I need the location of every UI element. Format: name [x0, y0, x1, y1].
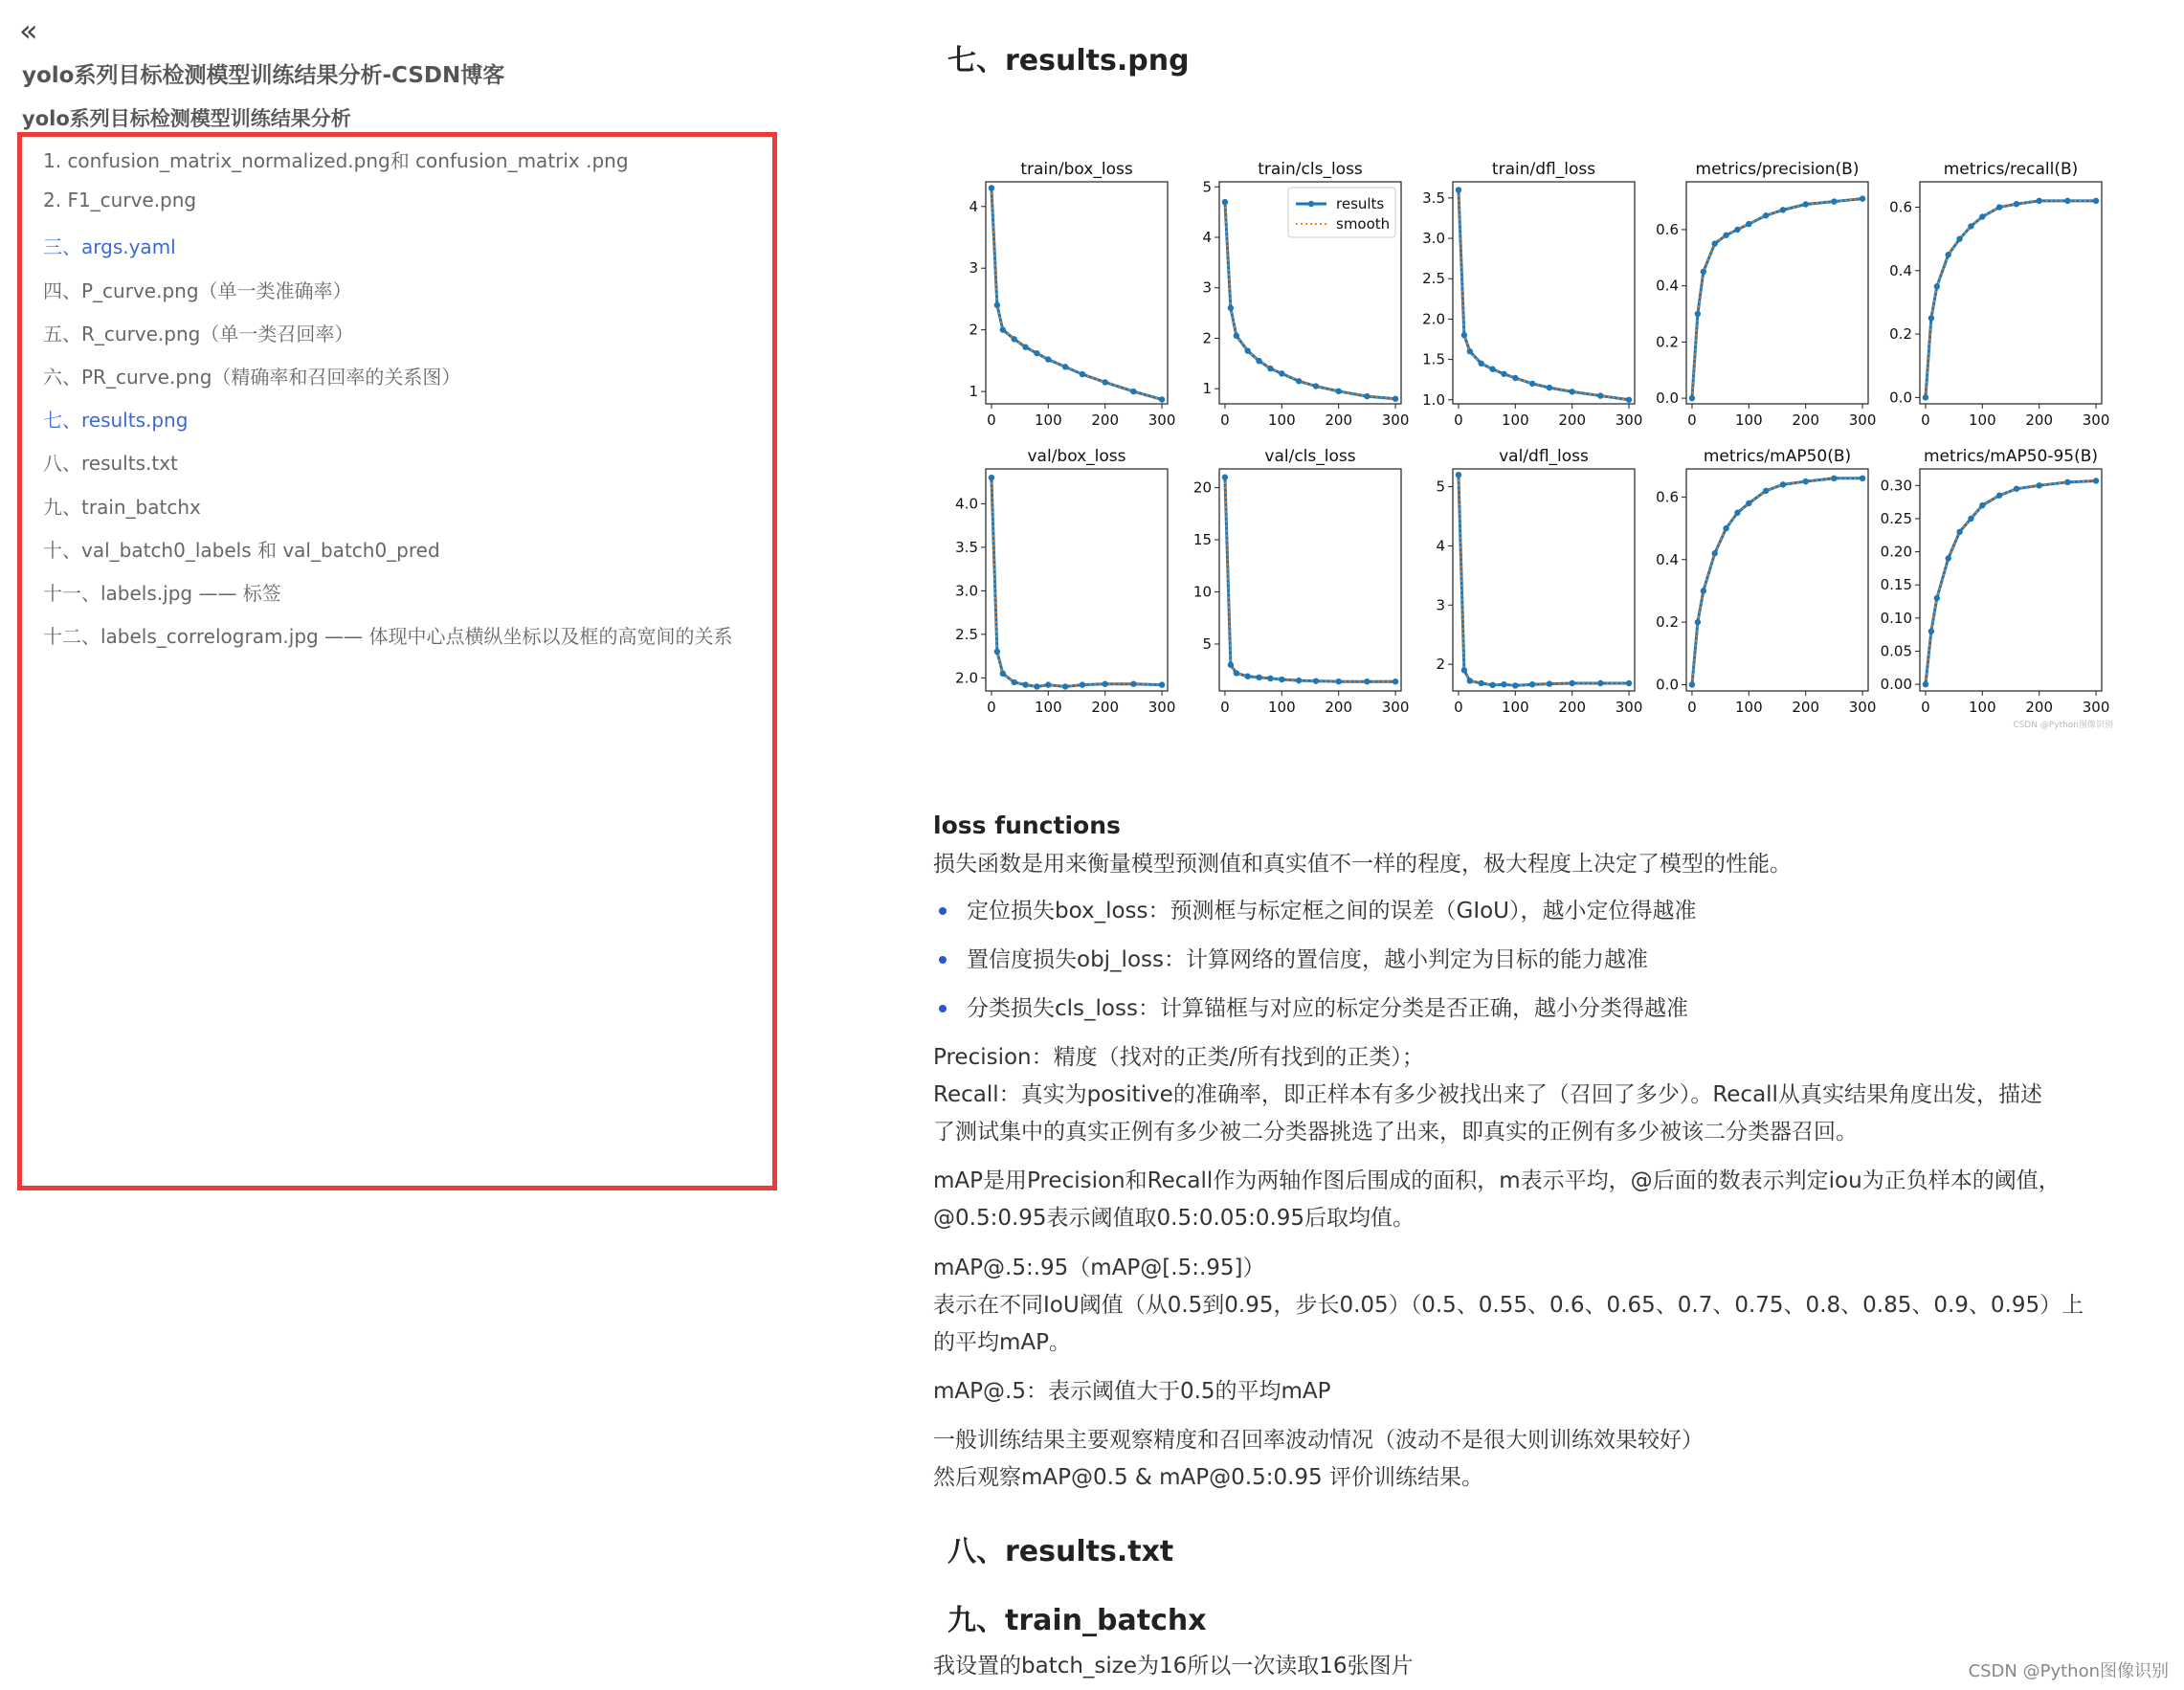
y-tick-label: 4: [1202, 229, 1212, 246]
batch-size-text: 我设置的batch_size为16所以一次读取16张图片: [933, 1654, 1414, 1679]
data-point: [1780, 481, 1786, 487]
loss-intro-text: 损失函数是用来衡量模型预测值和真实值不一样的程度，极大程度上决定了模型的性能。: [933, 852, 1792, 877]
y-tick-label: 2: [969, 321, 978, 339]
chart-frame: [1920, 469, 2102, 691]
chart-frame: [1920, 182, 2102, 404]
data-point: [994, 302, 1000, 308]
data-point: [1364, 678, 1370, 684]
x-tick-label: 0: [1220, 699, 1230, 716]
results-line: [1926, 480, 2096, 684]
x-tick-label: 100: [1968, 411, 1996, 429]
data-point: [1734, 227, 1740, 233]
y-tick-label: 15: [1192, 531, 1212, 549]
toc-item[interactable]: 十一、labels.jpg —— 标签: [43, 581, 281, 605]
data-point: [1045, 681, 1051, 687]
y-tick-label: 5: [1202, 634, 1212, 653]
data-point: [1335, 389, 1341, 394]
y-tick-label: 5: [1202, 178, 1212, 196]
chart-frame: [1453, 469, 1635, 691]
data-point: [1034, 683, 1039, 689]
x-tick-label: 300: [1848, 699, 1877, 716]
data-point: [1296, 678, 1302, 683]
data-point: [1034, 350, 1039, 356]
y-tick-label: 0.0: [1656, 389, 1679, 408]
y-tick-label: 0.15: [1880, 576, 1912, 594]
watermark: CSDN @Python图像识别: [1968, 1661, 2169, 1681]
data-point: [1512, 375, 1518, 381]
x-tick-label: 0: [1921, 411, 1930, 429]
chart-panel: [1889, 160, 2109, 429]
x-tick-label: 100: [1501, 699, 1529, 716]
data-point: [1746, 221, 1751, 227]
x-tick-label: 0: [1687, 699, 1697, 716]
results-line: [992, 188, 1162, 399]
data-point: [1626, 397, 1632, 403]
data-point: [1802, 478, 1808, 484]
data-point: [1228, 662, 1234, 668]
y-tick-label: 3.5: [955, 538, 978, 556]
smooth-line: [1692, 199, 1862, 399]
list-item: 分类损失cls_loss：计算锚框与对应的标定分类是否正确，越小分类得越准: [933, 991, 1697, 1040]
data-point: [1234, 333, 1239, 339]
data-point: [1467, 348, 1473, 354]
data-point: [1256, 358, 1261, 364]
toc-item[interactable]: 九、train_batchx: [43, 495, 201, 519]
data-point: [1547, 680, 1552, 686]
data-point: [1130, 389, 1136, 394]
y-tick-label: 2: [1436, 656, 1445, 674]
x-tick-label: 100: [1267, 699, 1296, 716]
results-line: [992, 478, 1162, 686]
toc-list: [43, 145, 732, 664]
data-point: [1945, 252, 1950, 257]
data-point: [1244, 347, 1250, 353]
data-point: [1956, 235, 1962, 241]
y-tick-label: 0.2: [1656, 333, 1679, 351]
results-line: [1225, 478, 1395, 681]
y-tick-label: 3: [1202, 278, 1212, 297]
x-tick-label: 0: [987, 411, 996, 429]
data-point: [1011, 679, 1016, 685]
chart-title: train/dfl_loss: [1491, 160, 1596, 179]
data-point: [1928, 315, 1934, 321]
y-tick-label: 0.6: [1656, 220, 1679, 238]
smooth-line: [1926, 201, 2096, 397]
x-tick-label: 100: [1501, 411, 1529, 429]
data-point: [2014, 486, 2019, 492]
toc-heading[interactable]: yolo系列目标检测模型训练结果分析: [22, 107, 351, 130]
x-tick-label: 300: [1148, 699, 1176, 716]
data-point: [2064, 198, 2070, 204]
chart-title: metrics/precision(B): [1695, 160, 1860, 179]
data-point: [1860, 195, 1865, 201]
x-tick-label: 200: [2025, 411, 2054, 429]
x-tick-label: 200: [1792, 699, 1820, 716]
chart-frame: [1453, 182, 1635, 404]
y-tick-label: 1: [1202, 380, 1212, 398]
chart-panel: [1202, 160, 1409, 429]
data-point: [1456, 187, 1461, 192]
map-text-line1: mAP是用Precision和Recall作为两轴作图后围成的面积，m表示平均，@后面的数表示判定iou为正负样本的阈值，: [933, 1168, 2061, 1193]
data-point: [1279, 677, 1284, 682]
chart-panel: [1656, 447, 1876, 716]
chart-panel: [1881, 447, 2110, 716]
x-tick-label: 100: [1267, 411, 1296, 429]
data-point: [2036, 482, 2041, 488]
smooth-line: [1926, 480, 2096, 684]
chart-panel: [1656, 160, 1876, 429]
chart-title: train/box_loss: [1020, 160, 1133, 179]
y-tick-label: 0.05: [1880, 642, 1912, 660]
data-point: [2064, 479, 2070, 485]
bullet-dot: [939, 956, 947, 964]
precision-text: Precision：精度（找对的正类/所有找到的正类）；: [933, 1045, 1424, 1070]
data-point: [1968, 223, 1973, 229]
toc-item[interactable]: 1. confusion_matrix_normalized.png和 confusion_matrix .png: [43, 149, 629, 172]
data-point: [1923, 681, 1928, 687]
data-point: [1313, 383, 1319, 389]
data-point: [1979, 502, 1985, 508]
data-point: [1701, 588, 1706, 593]
list-item: 置信度损失obj_loss：计算网络的置信度，越小判定为目标的能力越准: [933, 943, 1697, 991]
summary-text-line2: 然后观察mAP@0.5 & mAP@0.5:0.95 评价训练结果。: [933, 1465, 1483, 1490]
data-point: [1000, 326, 1006, 332]
data-point: [1501, 681, 1506, 687]
data-point: [1456, 472, 1461, 478]
y-tick-label: 2.0: [1422, 310, 1445, 328]
y-tick-label: 1.0: [1422, 390, 1445, 409]
y-tick-label: 2: [1202, 329, 1212, 347]
section-title-train-batchx: 九、train_batchx: [947, 1604, 1207, 1637]
x-tick-label: 200: [1792, 411, 1820, 429]
data-point: [1244, 674, 1250, 679]
toc-item[interactable]: 四、P_curve.png（单一类准确率）: [43, 278, 352, 302]
section-title-results-txt: 八、results.txt: [947, 1535, 1174, 1568]
data-point: [1022, 681, 1028, 687]
data-point: [1335, 678, 1341, 684]
chart-panel: [955, 447, 1175, 716]
y-tick-label: 0.0: [1889, 389, 1912, 407]
chart-title: val/cls_loss: [1264, 447, 1356, 466]
data-point: [1467, 678, 1473, 683]
data-point: [1222, 199, 1228, 205]
data-point: [1159, 681, 1165, 687]
x-tick-label: 300: [1148, 411, 1176, 429]
recall-text-line1: Recall：真实为positive的准确率，即正样本有多少被找出来了（召回了多少）。Recall从真实结果角度出发，描述: [933, 1082, 2042, 1107]
x-tick-label: 300: [2082, 411, 2110, 429]
data-point: [1996, 493, 2002, 499]
data-point: [1364, 393, 1370, 399]
x-tick-label: 300: [1381, 411, 1410, 429]
x-tick-label: 100: [1968, 699, 1996, 716]
x-tick-label: 300: [2082, 699, 2110, 716]
data-point: [1461, 667, 1467, 673]
x-tick-label: 0: [1454, 699, 1463, 716]
data-point: [1711, 240, 1717, 246]
y-tick-label: 0.4: [1656, 277, 1679, 295]
data-point: [1956, 529, 1962, 535]
y-tick-label: 1.5: [1422, 350, 1445, 368]
data-point: [2014, 201, 2019, 207]
x-tick-label: 200: [1558, 699, 1587, 716]
data-point: [1393, 396, 1398, 402]
toc-item[interactable]: 五、R_curve.png（单一类召回率）: [43, 322, 354, 345]
chart-title: metrics/recall(B): [1943, 160, 2079, 179]
data-point: [1228, 305, 1234, 311]
chart-title: train/cls_loss: [1258, 160, 1363, 179]
x-tick-label: 200: [1558, 411, 1587, 429]
y-tick-label: 20: [1192, 478, 1212, 497]
data-point: [1011, 336, 1016, 342]
chart-frame: [1686, 182, 1868, 404]
data-point: [1923, 394, 1928, 400]
results-chart-grid: [938, 145, 2125, 739]
y-tick-label: 0.4: [1656, 550, 1679, 568]
chart-image-watermark: CSDN @Python图像识别: [2013, 721, 2113, 730]
toc-item[interactable]: 六、PR_curve.png（精确率和召回率的关系图）: [43, 365, 461, 389]
x-tick-label: 100: [1034, 411, 1062, 429]
data-point: [1501, 371, 1506, 377]
data-point: [1695, 311, 1701, 317]
y-tick-label: 3.0: [955, 582, 978, 600]
summary-text-line1: 一般训练结果主要观察精度和召回率波动情况（波动不是很大则训练效果较好）: [933, 1428, 1704, 1453]
smooth-line: [992, 478, 1162, 686]
data-point: [1763, 488, 1769, 494]
data-point: [1080, 371, 1085, 377]
section-title-results-png: 七、results.png: [947, 44, 1190, 78]
data-point: [1393, 678, 1398, 684]
x-tick-label: 200: [1325, 411, 1353, 429]
data-point: [1102, 379, 1107, 385]
data-point: [1267, 676, 1273, 681]
y-tick-label: 3.5: [1422, 189, 1445, 207]
data-point: [1547, 385, 1552, 390]
smooth-line: [1692, 478, 1862, 685]
data-point: [1102, 681, 1107, 687]
map5-text: mAP@.5：表示阈值大于0.5的平均mAP: [933, 1379, 1331, 1404]
chart-panel: [1436, 447, 1642, 716]
data-point: [1934, 595, 1940, 601]
y-tick-label: 3: [969, 259, 978, 278]
y-tick-label: 0.30: [1880, 477, 1912, 495]
data-point: [1489, 367, 1495, 372]
data-point: [1968, 516, 1973, 522]
chart-frame: [986, 469, 1168, 691]
x-tick-label: 0: [987, 699, 996, 716]
x-tick-label: 0: [1687, 411, 1697, 429]
y-tick-label: 0.00: [1880, 676, 1912, 694]
data-point: [1689, 681, 1695, 687]
data-point: [1062, 364, 1068, 369]
data-point: [989, 185, 994, 190]
toc-item[interactable]: 十、val_batch0_labels 和 val_batch0_pred: [43, 538, 440, 562]
bullet-dot: [939, 1005, 947, 1012]
x-tick-label: 200: [1325, 699, 1353, 716]
toc-item[interactable]: 三、args.yaml: [43, 235, 176, 259]
x-tick-label: 300: [1381, 699, 1410, 716]
chart-panel: [1422, 160, 1642, 429]
chart-panel: [969, 160, 1175, 429]
y-tick-label: 0.6: [1656, 488, 1679, 506]
data-point: [1945, 555, 1950, 561]
chart-title: metrics/mAP50-95(B): [1923, 447, 2099, 466]
data-point: [1597, 680, 1603, 686]
data-point: [1996, 204, 2002, 210]
y-tick-label: 2.5: [1422, 270, 1445, 288]
y-tick-label: 0.0: [1656, 676, 1679, 694]
data-point: [1296, 378, 1302, 384]
data-point: [1928, 628, 1934, 634]
data-point: [1279, 370, 1284, 376]
x-tick-label: 300: [1615, 699, 1643, 716]
map595-text-line1: mAP@.5:.95（mAP@[.5:.95]）: [933, 1256, 1265, 1280]
recall-text-line2: 了测试集中的真实正例有多少被二分类器挑选了出来，即真实的正例有多少被该二分类器召回。: [933, 1120, 1858, 1145]
data-point: [1746, 500, 1751, 506]
smooth-line: [1459, 189, 1629, 399]
results-line: [1692, 478, 1862, 685]
legend-label: results: [1336, 195, 1385, 212]
toc-item[interactable]: 八、results.txt: [43, 452, 178, 476]
data-point: [2093, 478, 2099, 483]
y-tick-label: 4.0: [955, 495, 978, 513]
loss-functions-heading: loss functions: [933, 812, 1121, 839]
data-point: [1780, 207, 1786, 212]
y-tick-label: 4: [969, 197, 978, 215]
x-tick-label: 0: [1220, 411, 1230, 429]
y-tick-label: 5: [1436, 478, 1445, 496]
data-point: [1701, 269, 1706, 275]
chart-frame: [1219, 469, 1401, 691]
x-tick-label: 200: [2025, 699, 2054, 716]
data-point: [1267, 366, 1273, 371]
toc-item[interactable]: 2. F1_curve.png: [43, 189, 197, 212]
results-line: [1459, 189, 1629, 399]
data-point: [1313, 678, 1319, 683]
data-point: [1734, 510, 1740, 516]
data-point: [1080, 681, 1085, 687]
chart-title: val/box_loss: [1027, 447, 1126, 466]
data-point: [1512, 682, 1518, 688]
data-point: [1860, 476, 1865, 481]
results-line: [1459, 475, 1629, 685]
data-point: [1000, 671, 1006, 677]
y-tick-label: 1: [969, 383, 978, 401]
data-point: [1478, 680, 1483, 686]
data-point: [1461, 332, 1467, 338]
smooth-line: [1459, 475, 1629, 685]
data-point: [1022, 345, 1028, 350]
data-point: [1934, 283, 1940, 289]
data-point: [2036, 198, 2041, 204]
smooth-line: [992, 188, 1162, 399]
data-point: [1478, 361, 1483, 367]
y-tick-label: 2.0: [955, 669, 978, 687]
data-point: [1569, 389, 1574, 394]
data-point: [1529, 681, 1535, 687]
y-tick-label: 10: [1192, 583, 1212, 601]
data-point: [1489, 682, 1495, 688]
x-tick-label: 300: [1848, 411, 1877, 429]
chart-panel: [1193, 447, 1409, 716]
data-point: [1062, 683, 1068, 689]
y-tick-label: 0.10: [1880, 609, 1912, 627]
x-tick-label: 100: [1034, 699, 1062, 716]
data-point: [1831, 198, 1837, 204]
data-point: [1159, 396, 1165, 402]
x-tick-label: 100: [1734, 411, 1763, 429]
x-tick-label: 300: [1615, 411, 1643, 429]
chart-title: val/dfl_loss: [1499, 447, 1589, 466]
y-tick-label: 0.20: [1880, 543, 1912, 561]
data-point: [1695, 619, 1701, 625]
y-tick-label: 0.2: [1889, 325, 1912, 344]
data-point: [1597, 392, 1603, 398]
collapse-toc-icon[interactable]: «: [19, 12, 38, 49]
x-tick-label: 0: [1454, 411, 1463, 429]
y-tick-label: 0.6: [1889, 198, 1912, 216]
toc-item[interactable]: 十二、labels_correlogram.jpg —— 体现中心点横纵坐标以及框的高宽间的关系: [43, 625, 733, 649]
data-point: [1234, 670, 1239, 676]
x-tick-label: 0: [1921, 699, 1930, 716]
y-tick-label: 0.2: [1656, 613, 1679, 632]
data-point: [1831, 476, 1837, 481]
data-point: [1723, 525, 1728, 531]
data-point: [1711, 550, 1717, 556]
legend-results-marker: [1308, 201, 1314, 207]
data-point: [1763, 212, 1769, 218]
list-item: 定位损失box_loss：预测框与标定框之间的误差（GIoU），越小定位得越准: [933, 894, 1697, 943]
y-tick-label: 0.4: [1889, 261, 1912, 279]
y-tick-label: 2.5: [955, 625, 978, 643]
x-tick-label: 200: [1091, 699, 1120, 716]
page-title: yolo系列目标检测模型训练结果分析-CSDN博客: [22, 63, 505, 88]
data-point: [1256, 675, 1261, 680]
data-point: [1626, 680, 1632, 686]
data-point: [989, 475, 994, 480]
chart-title: metrics/mAP50(B): [1703, 447, 1852, 466]
x-tick-label: 200: [1091, 411, 1120, 429]
data-point: [2093, 198, 2099, 204]
loss-bullet-list: [933, 894, 1697, 1040]
map595-text-line3: 的平均mAP。: [933, 1330, 1072, 1355]
bullet-dot: [939, 907, 947, 915]
data-point: [1130, 681, 1136, 687]
chart-frame: [1686, 469, 1868, 691]
x-tick-label: 100: [1734, 699, 1763, 716]
data-point: [1689, 395, 1695, 401]
y-tick-label: 3.0: [1422, 230, 1445, 248]
data-point: [1802, 201, 1808, 207]
data-point: [1222, 475, 1228, 480]
data-point: [1723, 233, 1728, 238]
toc-item[interactable]: 七、results.png: [43, 409, 189, 433]
results-line: [1926, 201, 2096, 397]
data-point: [1529, 381, 1535, 387]
data-point: [1045, 356, 1051, 362]
legend-label: smooth: [1336, 215, 1391, 233]
y-tick-label: 4: [1436, 537, 1445, 555]
results-line: [1692, 199, 1862, 399]
y-tick-label: 0.25: [1880, 509, 1912, 527]
data-point: [1569, 680, 1574, 686]
map595-text-line2: 表示在不同IoU阈值（从0.5到0.95，步长0.05）（0.5、0.55、0.6、0.65、0.7、0.75、0.8、0.85、0.9、0.95）上: [933, 1293, 2084, 1318]
map-text-line2: @0.5:0.95表示阈值取0.5:0.05:0.95后取均值。: [933, 1206, 1415, 1231]
data-point: [1979, 213, 1985, 219]
data-point: [994, 649, 1000, 655]
y-tick-label: 3: [1436, 596, 1445, 614]
smooth-line: [1225, 478, 1395, 681]
